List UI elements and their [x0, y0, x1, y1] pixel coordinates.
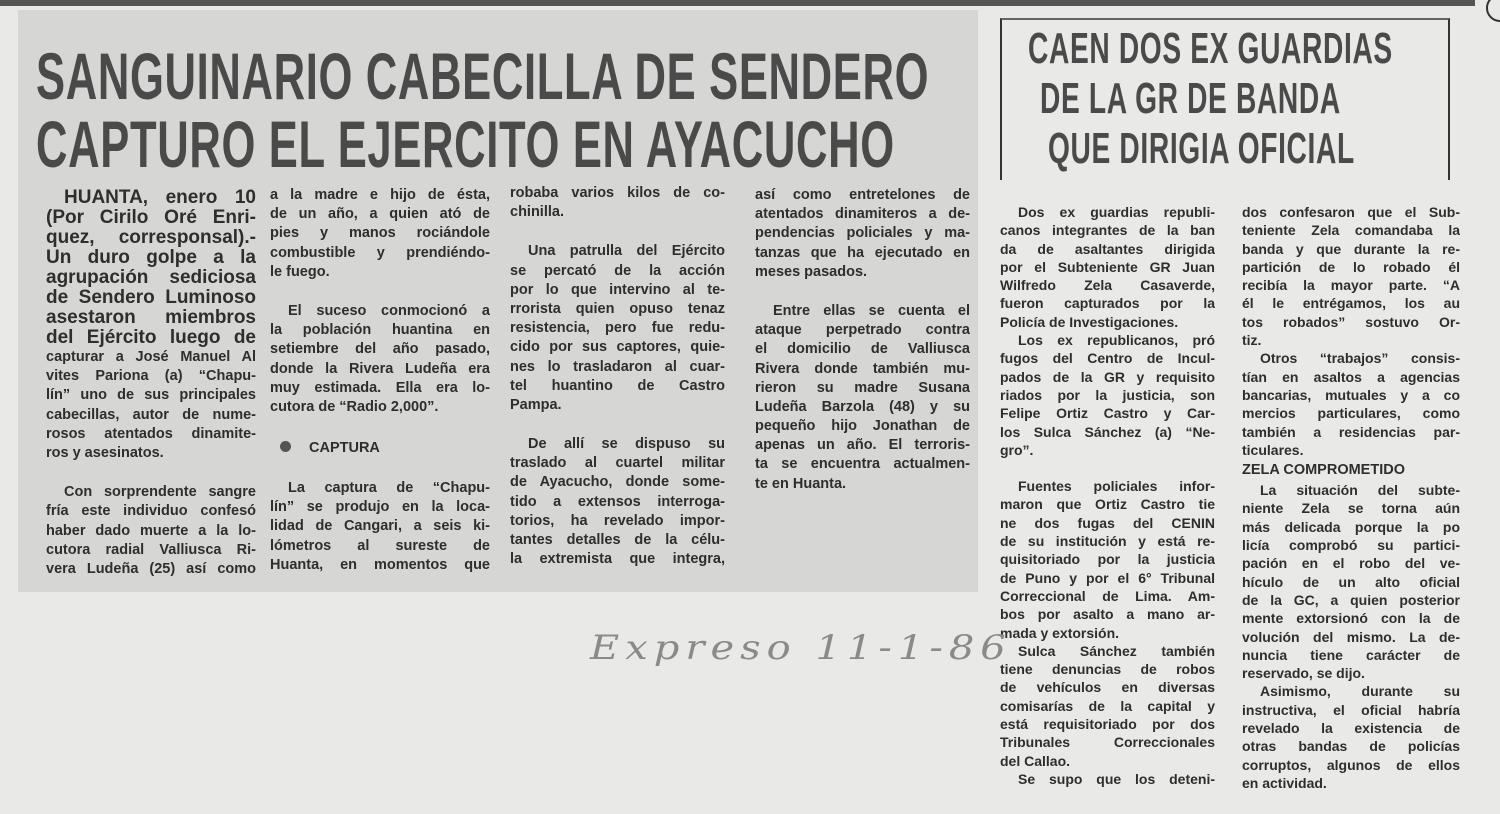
text-line: otras bandas de policías — [1242, 738, 1460, 755]
text-line: quez, corresponsal).- — [46, 228, 256, 248]
text-line: da de asaltantes dirigida — [1000, 240, 1215, 257]
right-headline-box — [1000, 18, 1450, 180]
text-line: ne dos fugas del CENIN — [1000, 514, 1215, 531]
text-line: ataque perpetrado contra — [755, 322, 970, 339]
paragraph — [1000, 331, 1215, 459]
text-line: mercios particulares, como — [1242, 405, 1460, 422]
text-line: cutora radial Valliusca Ri- — [46, 541, 256, 558]
text-line: combustible y prendiéndo- — [270, 244, 490, 261]
right-article-column-1 — [1000, 203, 1215, 788]
text-line: Policía de Investigaciones. — [1000, 313, 1179, 330]
text-line: instructiva, el oficial habría — [1242, 701, 1460, 718]
text-line: los Sulca Sánchez (a) “Ne- — [1000, 423, 1215, 440]
text-line: Otros “trabajos” consis- — [1260, 350, 1460, 367]
text-line: apenas un año. El terroris- — [755, 437, 970, 454]
text-line: Felipe Ortiz Castro y Car- — [1000, 405, 1215, 422]
text-line: lómetros al sureste de — [270, 537, 490, 554]
text-line: Los ex republicanos, pró — [1018, 332, 1215, 349]
text-line: niente Zela se torna aún — [1242, 500, 1460, 517]
paragraph-gap — [46, 463, 256, 483]
left-headline-line-1: SANGUINARIO CABECILLA DE SENDERO — [36, 39, 930, 113]
text-line: fría este individuo confesó — [46, 503, 256, 520]
text-line: vera Ludeña (25) así como — [46, 560, 256, 577]
text-line: Pampa. — [510, 396, 562, 413]
text-line: comisarías de la capital y — [1000, 697, 1215, 714]
text-line: tiz. — [1242, 332, 1262, 349]
right-headline-line-2: DE LA GR DE BANDA — [1040, 74, 1341, 123]
paragraph — [510, 435, 725, 569]
text-line: capturar a José Manuel Al — [46, 349, 256, 365]
text-line: Dos ex guardias republi- — [1018, 204, 1215, 220]
text-line: bancarias, mutuales y a co — [1242, 386, 1460, 403]
top-rule — [0, 0, 1475, 6]
text-line: a la madre e hijo de ésta, — [270, 187, 490, 203]
paragraph-gap — [510, 222, 725, 242]
text-line: del Callao. — [1000, 752, 1071, 769]
left-article-column-2 — [270, 186, 490, 575]
text-line: le fuego. — [270, 263, 330, 280]
left-article-column-4 — [755, 186, 970, 494]
paragraph — [46, 483, 256, 579]
paragraph-gap — [755, 282, 970, 302]
text-line: hículo de un alto oficial — [1242, 573, 1460, 590]
text-line: maron que Ortiz Castro tie — [1000, 496, 1215, 513]
text-line: él le entrégamos, los au — [1242, 295, 1460, 312]
text-line: de Puno y por el 6° Tribunal — [1000, 569, 1215, 586]
text-line: dos confesaron que el Sub- — [1242, 204, 1460, 220]
subheading-text: CAPTURA — [309, 440, 380, 457]
paragraph-gap — [270, 417, 490, 437]
text-line: pación en el robo del ve- — [1242, 555, 1460, 572]
text-line: (Por Cirilo Oré Enri- — [46, 208, 256, 228]
text-line: nes lo trasladaron al cuar- — [510, 358, 725, 375]
paragraph-gap — [270, 459, 490, 479]
text-line: torios, ha revelado impor- — [510, 512, 725, 529]
text-line: canos integrantes de la ban — [1000, 222, 1215, 239]
text-line: Correccional de Lima. Am- — [1000, 587, 1215, 604]
text-line: tido a extensos interroga- — [510, 493, 725, 510]
text-line: ta se encuentra actualmen- — [755, 456, 970, 473]
paragraph — [270, 479, 490, 575]
text-line: resistencia, pero fue redu- — [510, 320, 725, 337]
text-line: de vehículos en diversas — [1000, 679, 1215, 696]
text-line: la población huantina en — [270, 322, 490, 339]
text-line: setiembre del año pasado, — [270, 341, 490, 358]
text-line: del Ejército luego de — [46, 328, 256, 348]
paragraph — [755, 302, 970, 494]
text-line: tos robados” sostuvo Or- — [1242, 313, 1460, 330]
paragraph — [1000, 770, 1215, 788]
text-line: quisitoriado por la justicia — [1000, 551, 1215, 568]
text-line: chinilla. — [510, 204, 564, 221]
paragraph — [1242, 203, 1460, 349]
section-subheading — [270, 437, 490, 459]
text-line: fueron capturados por la — [1000, 295, 1215, 312]
text-line: asestaron miembros — [46, 308, 256, 328]
text-line: te en Huanta. — [755, 475, 847, 492]
text-line: rosos atentados dinamite- — [46, 425, 256, 442]
text-line: fugos del Centro de Incul- — [1000, 350, 1215, 367]
paragraph — [1000, 477, 1215, 642]
text-line: licía comprobó su partici- — [1242, 537, 1460, 554]
text-line: el domicilio de Valliusca — [755, 341, 970, 358]
handwritten-source-note: Expreso 11-1-86 — [590, 628, 1012, 668]
text-line: corruptos, algunos de ellos — [1242, 756, 1460, 773]
text-line: bos por asalto a mano ar- — [1000, 606, 1215, 623]
text-line: mada y extorsión. — [1000, 624, 1120, 641]
paragraph — [1242, 349, 1460, 459]
text-line: está requisitoriado por dos — [1000, 716, 1215, 733]
text-line: mente extorsionó con la de — [1242, 610, 1460, 627]
text-line: lidad de Cangari, a seis ki- — [270, 518, 490, 535]
text-line: riados por la justicia, son — [1000, 386, 1215, 403]
text-line: Sulca Sánchez también — [1018, 642, 1215, 659]
text-line: rieron su madre Susana — [755, 379, 970, 396]
text-line: gro”. — [1000, 441, 1034, 458]
paragraph-gap — [270, 282, 490, 302]
paragraph-gap — [510, 415, 725, 435]
paragraph — [755, 186, 970, 282]
text-line: Wilfredo Zela Casaverde, — [1000, 277, 1215, 294]
text-line: de la GC, a quien posterior — [1242, 591, 1460, 608]
text-line: teniente Zela comandaba la — [1242, 222, 1460, 239]
paragraph-gap — [1000, 459, 1215, 477]
text-line: De allí se dispuso su — [528, 436, 725, 453]
text-line: lín” se produjo en la loca- — [270, 499, 490, 516]
text-line: ros y asesinatos. — [46, 444, 164, 461]
text-line: tanzas que ha ejecutado en — [755, 244, 970, 261]
text-line: traslado al cuartel militar — [510, 455, 725, 472]
paragraph — [46, 188, 256, 463]
text-line: donde la Rivera Ludeña era — [270, 360, 490, 377]
text-line: también a residencias par- — [1242, 423, 1460, 440]
text-line: Entre ellas se cuenta el — [773, 302, 970, 319]
text-line: robaba varios kilos de co- — [510, 185, 725, 201]
text-line: de un año, a quien ató de — [270, 206, 490, 223]
text-line: de Ayacucho, donde some- — [510, 474, 725, 491]
text-line: Tribunales Correccionales — [1000, 734, 1215, 751]
text-line: así como entretelones de — [755, 187, 970, 203]
text-line: haber dado muerte a la lo- — [46, 522, 256, 539]
paragraph — [510, 242, 725, 415]
text-line: revelado la existencia de — [1242, 720, 1460, 737]
text-line: Un duro golpe a la — [46, 248, 256, 268]
text-line: cabecillas, autor de nume- — [46, 406, 256, 423]
right-headline-line-3: QUE DIRIGIA OFICIAL — [1048, 124, 1355, 173]
paragraph — [270, 186, 490, 282]
paragraph — [1000, 642, 1215, 770]
text-line: pequeño hijo Jonathan de — [755, 418, 970, 435]
bullet-icon — [280, 441, 291, 452]
text-line: Huanta, en momentos que — [270, 556, 490, 573]
text-line: meses pasados. — [755, 263, 868, 280]
left-article-column-1 — [46, 188, 256, 579]
text-line: Ludeña Barzola (48) y su — [755, 398, 970, 415]
text-line: cutora de “Radio 2,000”. — [270, 398, 439, 415]
right-article-column-2 — [1242, 203, 1460, 792]
left-article-column-3 — [510, 184, 725, 569]
paragraph — [510, 184, 725, 222]
text-line: nuncia tiene carácter de — [1242, 646, 1460, 663]
text-line: tantes detalles de la célu- — [510, 532, 725, 548]
text-line: La captura de “Chapu- — [288, 480, 490, 497]
text-line: Con sorprendente sangre — [64, 484, 256, 501]
text-line: pendencias policiales y ma- — [755, 225, 970, 242]
text-line: por el Subteniente GR Juan — [1000, 258, 1215, 275]
text-line: de Sendero Luminoso — [46, 288, 256, 308]
text-line: Fuentes policiales infor- — [1018, 478, 1215, 495]
text-line: rrorista quien opuso tenaz — [510, 300, 725, 317]
text-line: de su institución y está re- — [1000, 533, 1215, 550]
text-line: cido por sus captores, quie- — [510, 339, 725, 356]
text-line: Una patrulla del Ejército — [528, 243, 725, 260]
text-line: volución del mismo. La de- — [1242, 628, 1460, 645]
paragraph — [1242, 481, 1460, 682]
text-line: lín” uno de sus principales — [46, 387, 256, 404]
paragraph — [1000, 203, 1215, 331]
text-line: HUANTA, enero 10 — [64, 188, 256, 208]
right-headline-line-1: CAEN DOS EX GUARDIAS — [1028, 24, 1393, 73]
text-line: Se supo que los deteni- — [1018, 770, 1215, 787]
text-line: recibía la mayor parte. “A — [1242, 277, 1460, 294]
text-line: pados de la GR y requisito — [1000, 368, 1215, 385]
left-headline-line-2: CAPTURO EL EJERCITO EN AYACUCHO — [36, 107, 895, 181]
text-line: pies y manos rociándole — [270, 225, 490, 242]
text-line: atentados dinamiteros a de- — [755, 206, 970, 223]
text-line: se percató de la acción — [510, 262, 725, 279]
text-line: tiene denuncias de robos — [1000, 661, 1215, 678]
text-line: Rivera donde también mu- — [755, 360, 970, 377]
text-line: La situación del subte- — [1260, 482, 1460, 499]
page-edge-mark — [1486, 0, 1500, 22]
paragraph — [1242, 682, 1460, 792]
subheading-text: ZELA COMPROMETIDO — [1242, 462, 1405, 479]
text-line: reservado, se dijo. — [1242, 665, 1365, 682]
text-line: agrupación sediciosa — [46, 268, 256, 288]
text-line: vites Pariona (a) “Chapu- — [46, 368, 256, 385]
text-line: ticulares. — [1242, 441, 1304, 458]
text-line: muy estimada. Ella era lo- — [270, 379, 490, 396]
text-line: por lo que intervino al te- — [510, 281, 725, 298]
text-line: tel huantino de Castro — [510, 377, 725, 394]
text-line: en actividad. — [1242, 774, 1327, 791]
text-line: más delicada porque la po — [1242, 518, 1460, 535]
text-line: tían en asaltos a agencias — [1242, 368, 1460, 385]
text-line: la extremista que integra, — [510, 551, 725, 568]
text-line: banda y que durante la re- — [1242, 240, 1460, 257]
section-subheading — [1242, 459, 1460, 481]
text-line: partición de lo robado él — [1242, 258, 1460, 275]
text-line: Asimismo, durante su — [1260, 683, 1460, 700]
paragraph — [270, 302, 490, 417]
text-line: El suceso conmocionó a — [288, 302, 490, 319]
